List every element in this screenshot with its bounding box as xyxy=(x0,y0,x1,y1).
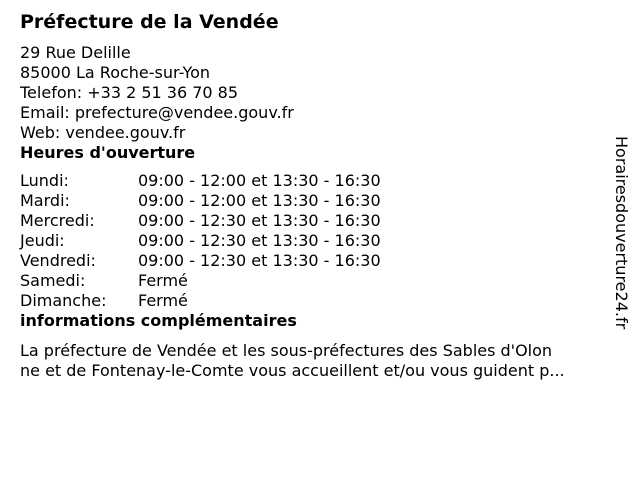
email-address: Email: prefecture@vendee.gouv.fr xyxy=(20,103,294,122)
phone-number: Telefon: +33 2 51 36 70 85 xyxy=(20,83,239,102)
day-label: Mercredi: xyxy=(20,211,95,230)
day-hours: 09:00 - 12:00 et 13:30 - 16:30 xyxy=(138,171,381,190)
watermark-text: Horairesdouverture24.fr xyxy=(612,136,631,330)
day-label: Samedi: xyxy=(20,271,86,290)
day-hours: Fermé xyxy=(138,291,188,310)
day-label: Mardi: xyxy=(20,191,70,210)
hours-row-monday xyxy=(20,171,610,191)
hours-row-sunday xyxy=(20,291,610,311)
info-description xyxy=(20,341,610,381)
day-hours: 09:00 - 12:30 et 13:30 - 16:30 xyxy=(138,231,381,250)
contact-block xyxy=(20,43,610,143)
day-label: Vendredi: xyxy=(20,251,96,270)
day-label: Lundi: xyxy=(20,171,69,190)
info-line: ne et de Fontenay-le-Comte vous accueillent et/ou vous guident p... xyxy=(20,361,565,380)
info-title: informations complémentaires xyxy=(20,311,297,330)
hours-row-friday xyxy=(20,251,610,271)
day-hours: 09:00 - 12:30 et 13:30 - 16:30 xyxy=(138,251,381,270)
day-hours: Fermé xyxy=(138,271,188,290)
street-address: 29 Rue Delille xyxy=(20,43,131,62)
hours-row-wednesday xyxy=(20,211,610,231)
day-label: Jeudi: xyxy=(20,231,65,250)
day-hours: 09:00 - 12:30 et 13:30 - 16:30 xyxy=(138,211,381,230)
hours-row-tuesday xyxy=(20,191,610,211)
page-title: Préfecture de la Vendée xyxy=(20,11,279,33)
prefecture-card xyxy=(20,10,610,381)
hours-table xyxy=(20,171,610,311)
hours-title: Heures d'ouverture xyxy=(20,143,196,162)
hours-row-saturday xyxy=(20,271,610,291)
website: Web: vendee.gouv.fr xyxy=(20,123,186,142)
city-address: 85000 La Roche-sur-Yon xyxy=(20,63,211,82)
hours-row-thursday xyxy=(20,231,610,251)
info-line: La préfecture de Vendée et les sous-préfectures des Sables d'Olon xyxy=(20,341,553,360)
day-label: Dimanche: xyxy=(20,291,107,310)
day-hours: 09:00 - 12:00 et 13:30 - 16:30 xyxy=(138,191,381,210)
